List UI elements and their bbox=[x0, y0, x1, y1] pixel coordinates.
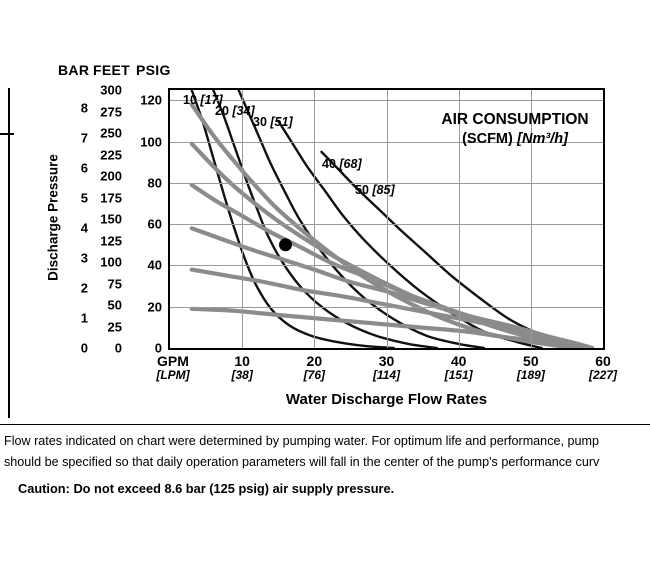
curve-label-value-40: 40 bbox=[322, 157, 336, 171]
x-tick-alt-20: [76] bbox=[303, 368, 325, 383]
y-tick-feet-300: 300 bbox=[100, 82, 122, 98]
y-tick-bar-2: 2 bbox=[80, 280, 88, 296]
x-tick-60 bbox=[568, 353, 638, 383]
x-tick-alt-60: [227] bbox=[588, 368, 617, 383]
curve-label-20 bbox=[215, 104, 255, 118]
footnote-line2: should be specified so that daily operation parameters will fall in the center of the pump's performance curv bbox=[4, 455, 600, 469]
y-axis-ticks-psig bbox=[128, 88, 162, 356]
curve-label-30 bbox=[253, 115, 293, 129]
curve-label-40 bbox=[322, 157, 362, 171]
y-tick-psig-60: 60 bbox=[147, 216, 162, 232]
footnote-line1: Flow rates indicated on chart were determined by pumping water. For optimum life and performance, pump bbox=[4, 434, 599, 448]
y-tick-feet-125: 125 bbox=[100, 233, 122, 248]
x-tick-50 bbox=[496, 353, 566, 383]
x-axis-unit-label bbox=[138, 353, 208, 383]
y-tick-psig-80: 80 bbox=[147, 175, 162, 191]
y-tick-bar-5: 5 bbox=[80, 190, 88, 206]
y-tick-feet-100: 100 bbox=[100, 254, 122, 270]
air-consumption-line1: AIR CONSUMPTION bbox=[441, 111, 589, 128]
y-tick-feet-50: 50 bbox=[107, 297, 122, 313]
unit-header-feet: FEET bbox=[93, 62, 130, 78]
curve-gray-6 bbox=[192, 309, 593, 348]
operating-point-marker bbox=[279, 238, 292, 251]
caution-note: Caution: Do not exceed 8.6 bar (125 psig) air supply pressure. bbox=[18, 481, 395, 496]
x-axis-unit-lpm: [LPM] bbox=[156, 368, 190, 383]
curve-label-value-50: 50 bbox=[355, 183, 369, 197]
y-tick-feet-175: 175 bbox=[100, 190, 122, 205]
y-tick-psig-0: 0 bbox=[154, 340, 162, 356]
y-tick-feet-0: 0 bbox=[114, 340, 122, 356]
y-axis-ticks-bar bbox=[54, 88, 88, 356]
x-tick-value-10: 10 bbox=[234, 353, 250, 369]
horizontal-divider bbox=[0, 424, 650, 425]
x-axis-title: Water Discharge Flow Rates bbox=[285, 391, 488, 408]
gridline-vertical-30 bbox=[387, 90, 388, 348]
gridline-horizontal-20 bbox=[170, 307, 603, 308]
gridline-horizontal-40 bbox=[170, 265, 603, 266]
y-tick-psig-120: 120 bbox=[140, 92, 162, 108]
y-tick-feet-225: 225 bbox=[100, 147, 122, 162]
air-consumption-caption bbox=[415, 110, 615, 149]
y-tick-bar-1: 1 bbox=[80, 310, 88, 326]
y-tick-bar-7: 7 bbox=[80, 130, 88, 146]
x-tick-20 bbox=[279, 353, 349, 383]
gridline-vertical-20 bbox=[314, 90, 315, 348]
y-tick-feet-275: 275 bbox=[100, 104, 122, 119]
y-tick-bar-4: 4 bbox=[80, 220, 88, 236]
gridline-horizontal-120 bbox=[170, 100, 603, 101]
y-tick-feet-25: 25 bbox=[107, 319, 122, 334]
curve-label-value-10: 10 bbox=[183, 93, 197, 107]
gridline-horizontal-60 bbox=[170, 224, 603, 225]
x-tick-alt-40: [151] bbox=[444, 368, 473, 383]
y-tick-psig-100: 100 bbox=[140, 134, 162, 150]
curve-label-alt-20: [34] bbox=[228, 104, 255, 118]
x-tick-value-30: 30 bbox=[378, 353, 395, 369]
y-tick-bar-3: 3 bbox=[80, 250, 88, 266]
y-tick-feet-150: 150 bbox=[100, 211, 122, 227]
x-tick-value-20: 20 bbox=[306, 353, 323, 369]
gridline-vertical-10 bbox=[242, 90, 243, 348]
x-tick-alt-10: [38] bbox=[231, 368, 253, 383]
y-axis-ticks-feet bbox=[88, 82, 122, 356]
curve-label-50 bbox=[355, 183, 395, 197]
x-axis-unit-gpm: GPM bbox=[157, 353, 189, 369]
y-tick-psig-40: 40 bbox=[147, 257, 162, 273]
y-tick-feet-200: 200 bbox=[100, 168, 122, 184]
x-tick-value-60: 60 bbox=[595, 353, 611, 369]
y-tick-feet-75: 75 bbox=[107, 276, 122, 291]
curve-label-value-30: 30 bbox=[253, 115, 267, 129]
unit-header-psig: PSIG bbox=[136, 62, 171, 78]
x-tick-alt-50: [189] bbox=[516, 368, 545, 383]
y-tick-bar-6: 6 bbox=[80, 160, 88, 176]
curve-label-alt-10: [17] bbox=[196, 93, 223, 107]
air-consumption-line2-bold: (SCFM) bbox=[462, 131, 513, 148]
x-tick-10 bbox=[207, 353, 277, 383]
x-tick-30 bbox=[352, 353, 422, 383]
y-tick-bar-8: 8 bbox=[80, 100, 88, 116]
x-tick-value-50: 50 bbox=[523, 353, 539, 369]
curve-label-alt-40: [68] bbox=[335, 157, 362, 171]
x-tick-40 bbox=[424, 353, 494, 383]
curve-label-alt-50: [85] bbox=[368, 183, 395, 197]
unit-header-bar: BAR bbox=[58, 62, 90, 78]
y-axis-title: Discharge Pressure bbox=[45, 154, 61, 281]
curve-label-value-20: 20 bbox=[215, 104, 229, 118]
curve-label-alt-30: [51] bbox=[266, 115, 293, 129]
air-consumption-line2-italic: [Nm³/h] bbox=[517, 131, 568, 148]
y-tick-feet-250: 250 bbox=[100, 125, 122, 141]
x-tick-value-40: 40 bbox=[450, 353, 467, 369]
x-tick-alt-30: [114] bbox=[372, 368, 401, 383]
y-tick-psig-20: 20 bbox=[147, 299, 162, 315]
y-tick-bar-0: 0 bbox=[80, 340, 88, 356]
